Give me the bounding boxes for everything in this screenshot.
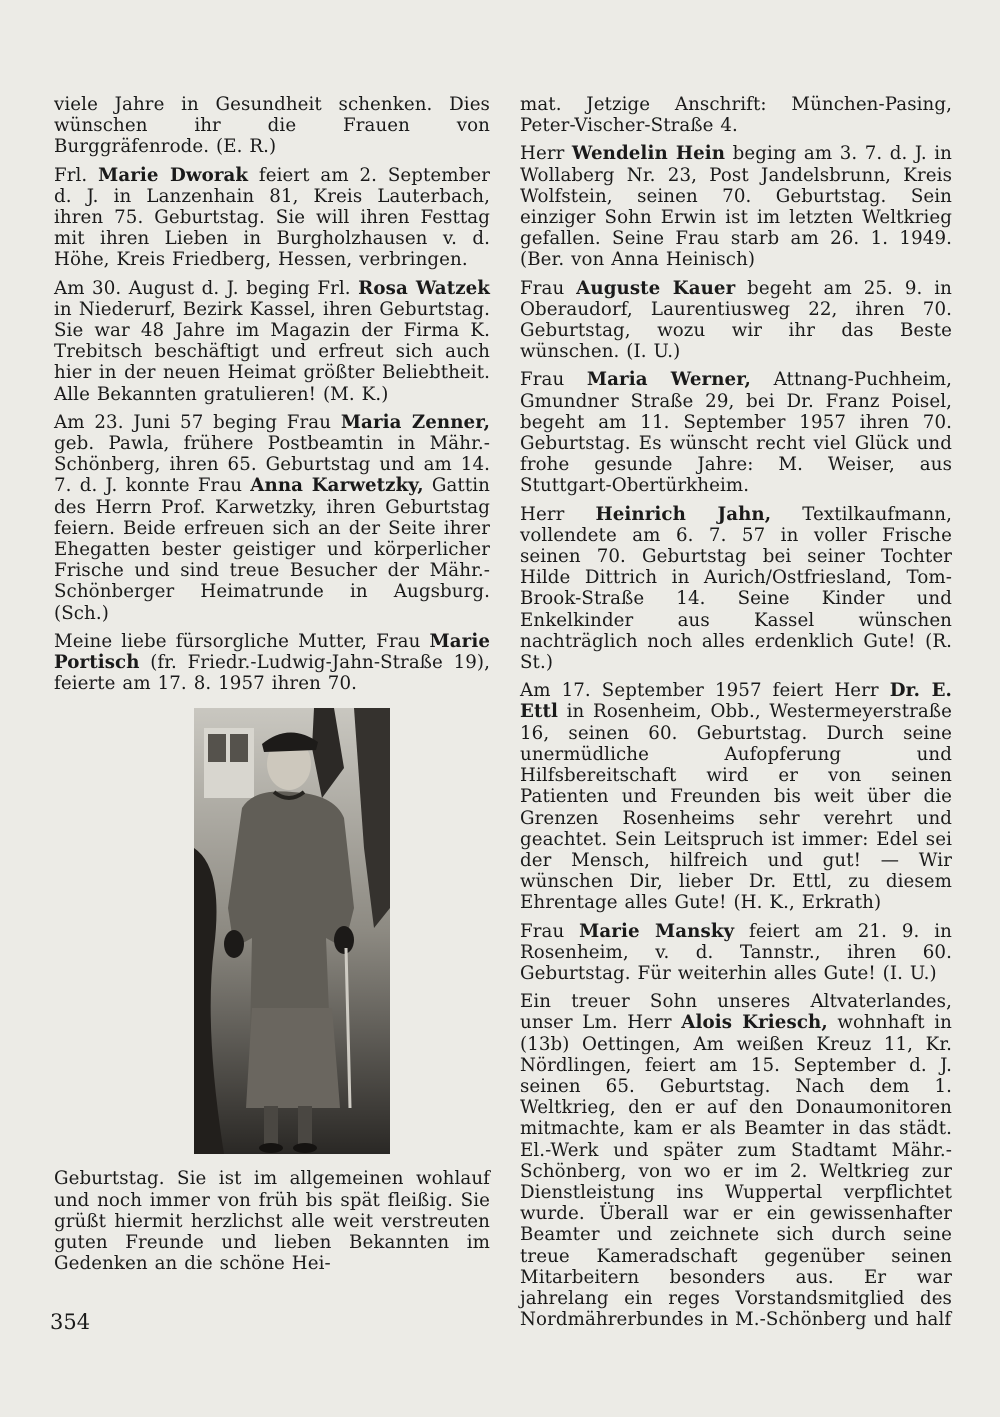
text: Gattin des Herrn Prof. Karwetzky, ihren Geburtstag feiern. Beide erfreuen sich an der Seite ihrer Ehegatten bester geistiger und körperlicher Frische und sind treue Besucher der Mähr.-Schönberger Heimatrunde in Augsburg. (Sch.) xyxy=(54,475,490,624)
person-name: Marie Dworak xyxy=(98,164,249,186)
text: feiert am 2. September d. J. in Lanzenhain 81, Kreis Lauterbach, ihren 75. Geburtstag. Sie will ihren Festtag mit ihren Lieben in Burgholzhausen v. d. Höhe, Kreis Friedberg, Hessen, verbringen. xyxy=(54,164,490,271)
left-column xyxy=(54,94,490,1282)
text: Geburtstag. Sie ist im allgemeinen wohlauf und noch immer von früh bis spät fleißig. Sie grüßt hiermit herzlichst alle weit verstreuten guten Freunde und lieben Bekannten im Gedenken an die schöne Hei- xyxy=(54,1168,490,1275)
paragraph xyxy=(520,94,952,136)
person-name: Rosa Watzek xyxy=(358,277,490,299)
right-column xyxy=(520,94,952,1337)
paragraph xyxy=(520,504,952,674)
text: viele Jahre in Gesundheit schenken. Dies wünschen ihr die Frauen von Burggräfenrode. (E. R.) xyxy=(54,94,490,158)
paragraph xyxy=(54,1168,490,1274)
paragraph xyxy=(520,921,952,985)
portrait-photo-image xyxy=(194,708,390,1154)
page-number: 354 xyxy=(50,1310,91,1334)
paragraph xyxy=(54,94,490,158)
person-name: Anna Karwetzky, xyxy=(250,475,424,497)
text: Herr xyxy=(520,503,596,525)
text: in Niederurf, Bezirk Kassel, ihren Geburtstag. Sie war 48 Jahre im Magazin der Firma K. Trebitsch beschäftigt und erfreut sich auch hier in der neuen Heimat größter Beliebtheit. Alle Bekannten gratulieren! (M. K.) xyxy=(54,298,490,405)
text: Frau xyxy=(520,920,580,942)
person-name: Maria Zenner, xyxy=(340,411,491,433)
person-name: Alois Kriesch, xyxy=(681,1012,828,1034)
text: Herr xyxy=(520,143,572,165)
text: Frl. xyxy=(54,164,99,186)
text: wohnhaft in (13b) Oettingen, Am weißen Kreuz 11, Kr. Nördlingen, feiert am 15. September d. J. seinen 65. Geburtstag. Nach dem 1. Weltkrieg, den er auf den Donaumonitoren mitmachte, kam er als Beamter in das städt. El.-Werk und später zum Stadtamt Mähr.-Schönberg, von wo er im 2. Weltkrieg zur Dienstleistung ins Wuppertal verpflichtet wurde. Überall war er ein gewissenhafter Beamter und zeichnete sich durch seine treue Kameradschaft gegenüber seinen Mitarbeitern besonders aus. Er war jahrelang ein reges Vorstandsmitglied des Nordmährerbundes in M.-Schönberg und half xyxy=(520,1012,952,1331)
text: Frau xyxy=(520,369,587,391)
text: begeht am 25. 9. in Oberaudorf, Laurentiusweg 22, ihren 70. Geburtstag, wozu wir ihr das Beste wünschen. (I. U.) xyxy=(520,277,952,363)
paragraph xyxy=(520,680,952,913)
paragraph xyxy=(520,278,952,363)
text: Meine liebe fürsorgliche Mutter, Frau xyxy=(54,630,430,652)
text: Textilkaufmann, vollendete am 6. 7. 57 in voller Frische seinen 70. Geburtstag bei seiner Tochter Hilde Dittrich in Aurich/Ostfriesland, Tom-Brook-Straße 14. Seine Kinder und Enkelkinder aus Kassel wünschen nachträglich noch alles erdenklich Gute! (R. St.) xyxy=(520,503,953,674)
person-name: Wendelin Hein xyxy=(571,143,726,165)
person-name: Auguste Kauer xyxy=(576,277,736,299)
paragraph xyxy=(54,278,490,405)
text: Ein treuer Sohn unseres Altvaterlandes, unser Lm. Herr xyxy=(520,991,952,1034)
paragraph xyxy=(54,631,490,695)
text: Am 23. Juni 57 beging Frau xyxy=(54,411,341,433)
paragraph xyxy=(520,143,952,270)
paragraph xyxy=(54,412,490,624)
text: (fr. Friedr.-Ludwig-Jahn-Straße 19), feierte am 17. 8. 1957 ihren 70. xyxy=(54,652,490,695)
paragraph xyxy=(520,369,952,496)
text: mat. Jetzige Anschrift: München-Pasing, Peter-Vischer-Straße 4. xyxy=(520,94,952,137)
person-name: Dr. E. Ettl xyxy=(520,680,952,723)
person-name: Marie Mansky xyxy=(579,920,735,942)
paragraph xyxy=(54,165,490,271)
text: Am 30. August d. J. beging Frl. xyxy=(54,277,359,299)
person-name: Marie Portisch xyxy=(54,630,490,674)
text: Attnang-Puchheim, Gmundner Straße 29, bei Dr. Franz Poisel, begeht am 11. September 1957 ihren 70. Geburtstag. Es wünscht recht viel Glück und frohe gesunde Jahre: M. Weiser, aus Stuttgart-Obertürkheim. xyxy=(520,369,953,497)
text: geb. Pawla, frühere Postbeamtin in Mähr.-Schönberg, ihren 65. Geburtstag und am 14. 7. d. J. konnte Frau xyxy=(54,433,490,497)
text: beging am 3. 7. d. J. in Wollaberg Nr. 23, Post Jandelsbrunn, Kreis Wolfstein, seinen 70. Geburtstag. Sein einziger Sohn Erwin ist im letzten Weltkrieg gefallen. Seine Frau starb am 26. 1. 1949. (Ber. von Anna Heinisch) xyxy=(520,143,952,271)
paragraph xyxy=(520,991,952,1330)
text: in Rosenheim, Obb., Westermeyerstraße 16, seinen 60. Geburtstag. Durch seine unermüdliche Aufopferung und Hilfsbereitschaft wird er von seinen Patienten und Freunden bis weit über die Grenzen Rosenheims sehr verehrt und geachtet. Sein Leitspruch ist immer: Edel sei der Mensch, hilfreich und gut! — Wir wünschen Dir, lieber Dr. Ettl, zu diesem Ehrentage alles Gute! (H. K., Erkrath) xyxy=(520,701,952,914)
text: Am 17. September 1957 feiert Herr xyxy=(520,680,890,702)
portrait-photo xyxy=(194,708,390,1154)
text: feiert am 21. 9. in Rosenheim, v. d. Tannstr., ihren 60. Geburtstag. Für weiterhin alles Gute! (I. U.) xyxy=(520,920,952,984)
person-name: Heinrich Jahn, xyxy=(595,503,772,525)
text: Frau xyxy=(520,277,577,299)
person-name: Maria Werner, xyxy=(586,369,751,391)
